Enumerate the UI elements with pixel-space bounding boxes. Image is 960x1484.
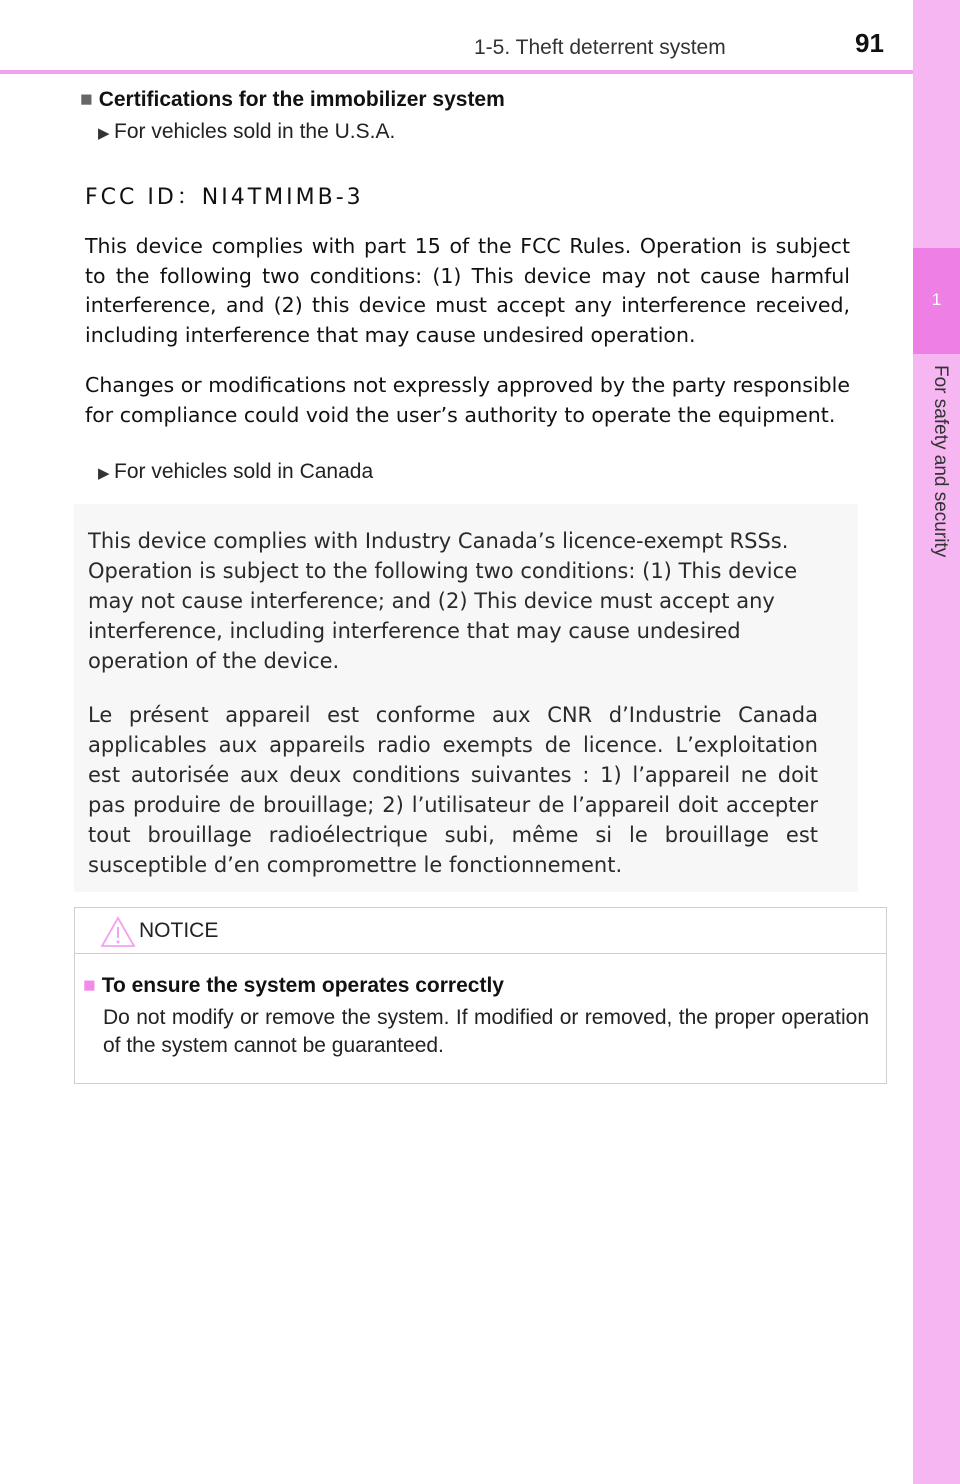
fcc-modification-paragraph: Changes or modifications not expressly approved by the party responsible for compliance could void the user’s authority to operate the equipment. xyxy=(85,373,850,427)
notice-text: Do not modify or remove the system. If modified or removed, the proper operation of the system cannot be guaranteed. xyxy=(103,1006,869,1057)
notice-heading xyxy=(83,974,504,998)
chapter-title: For safety and security xyxy=(930,365,951,558)
square-bullet-icon: ■ xyxy=(80,88,93,111)
usa-subheading xyxy=(98,120,395,144)
notice-header xyxy=(75,908,886,954)
section-heading-text: Certifications for the immobilizer system xyxy=(98,88,505,111)
notice-box xyxy=(74,907,887,1084)
chapter-side-tab xyxy=(913,0,960,1484)
notice-title: NOTICE xyxy=(139,919,219,942)
canada-french-paragraph: Le présent appareil est conforme aux CNR d’Industrie Canada applicables aux appareils radio exempts de licence. L’exploitation est autorisée aux deux conditions suivantes : 1) l’appareil ne doit pas produire de brouillage; 2) l’utilisateur de l’appareil doit accepter tout brouillage radioélectrique subi, même si le brouillage est susceptible d’en compromettre le fonctionnement. xyxy=(88,703,818,877)
canada-subheading xyxy=(98,460,373,484)
arrow-right-icon: ▶ xyxy=(98,465,110,482)
fcc-id: FCC ID：NI4TMIMB-3 xyxy=(85,185,364,210)
canada-subheading-text: For vehicles sold in Canada xyxy=(114,460,374,483)
arrow-right-icon: ▶ xyxy=(98,125,110,142)
page-number: 91 xyxy=(855,28,884,58)
header-divider xyxy=(0,70,913,74)
chapter-number: 1 xyxy=(931,290,942,309)
header-section-title: 1-5. Theft deterrent system xyxy=(474,36,726,59)
section-heading xyxy=(80,88,505,112)
fcc-compliance-paragraph: This device complies with part 15 of the FCC Rules. Operation is subject to the following two conditions: (1) This device may not cause harmful interference, and (2) this device must accept any interference received, including interference that may cause undesired operation. xyxy=(85,234,850,347)
warning-triangle-icon xyxy=(100,916,136,953)
usa-subheading-text: For vehicles sold in the U.S.A. xyxy=(114,120,396,143)
square-bullet-icon: ■ xyxy=(83,974,96,997)
notice-heading-text: To ensure the system operates correctly xyxy=(101,974,504,997)
canada-english-paragraph: This device complies with Industry Canada’s licence-exempt RSSs. Operation is subject to the following two conditions: (1) This device may not cause interference; and (2) This device must accept any interference, including interference that may cause undesired operation of the device. xyxy=(88,529,798,673)
